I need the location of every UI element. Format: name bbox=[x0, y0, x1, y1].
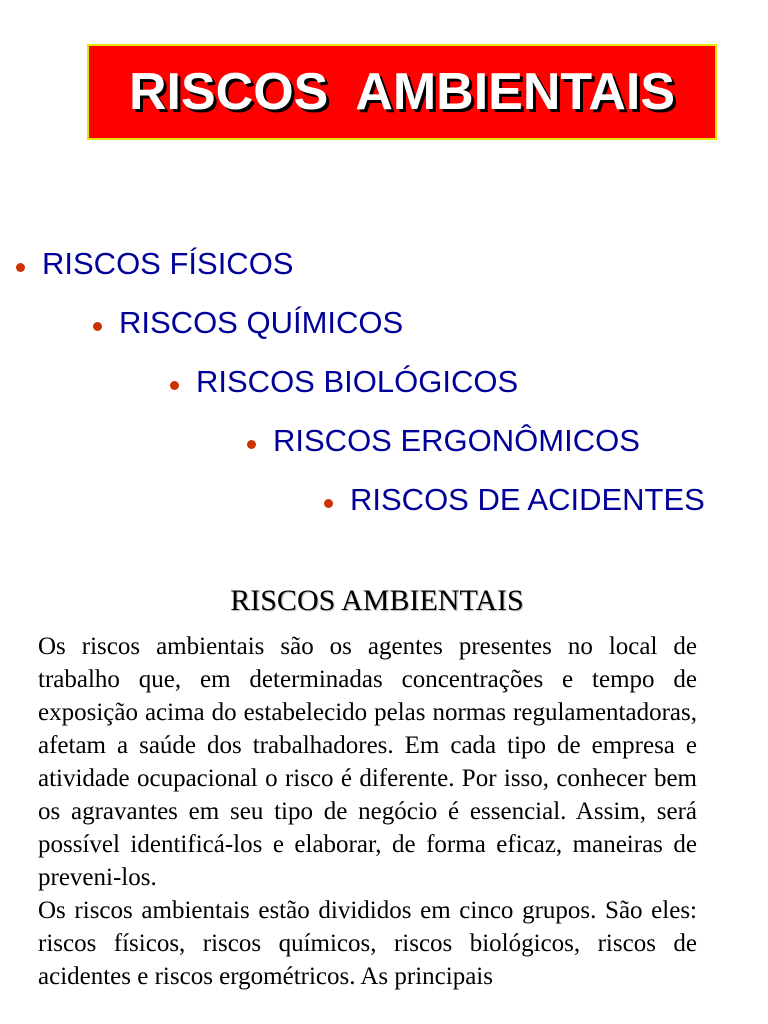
bullet-dot-icon bbox=[324, 499, 333, 508]
bullet-label: RISCOS BIOLÓGICOS bbox=[196, 364, 519, 399]
bullet-item-riscos-quimicos bbox=[93, 305, 403, 341]
title-banner bbox=[87, 44, 717, 140]
bullet-item-riscos-de-acidentes bbox=[324, 482, 705, 518]
bullet-label: RISCOS QUÍMICOS bbox=[119, 305, 404, 340]
bullet-item-riscos-ergonomicos bbox=[247, 423, 640, 459]
bullet-label: RISCOS ERGONÔMICOS bbox=[273, 423, 640, 458]
bullet-dot-icon bbox=[247, 440, 256, 449]
paragraph: Os riscos ambientais são os agentes presentes no local de trabalho que, em determinadas concentrações e tempo de exposição acima do estabelecido pelas normas regulamentadoras, afetam a saúde dos trabalhadores. Em cada tipo de empresa e atividade ocupacional o risco é diferente. Por isso, conhecer bem os agravantes em seu tipo de negócio é essencial. Assim, será possível identificá-los e elaborar, de forma eficaz, maneiras de preveni-los. bbox=[38, 633, 697, 891]
bullet-label: RISCOS DE ACIDENTES bbox=[350, 482, 705, 517]
bullet-dot-icon bbox=[170, 381, 179, 390]
bullet-label: RISCOS FÍSICOS bbox=[42, 246, 294, 281]
body-text bbox=[38, 630, 697, 993]
bullet-item-riscos-biologicos bbox=[170, 364, 518, 400]
bullet-dot-icon bbox=[16, 263, 25, 272]
bullet-dot-icon bbox=[93, 322, 102, 331]
page-title: RISCOS AMBIENTAIS bbox=[128, 63, 676, 121]
paragraph: Os riscos ambientais estão divididos em cinco grupos. São eles: riscos físicos, riscos químicos, riscos biológicos, riscos de acidentes e riscos ergométricos. As principais bbox=[38, 897, 697, 990]
section-heading: RISCOS AMBIENTAIS bbox=[230, 584, 524, 617]
bullet-item-riscos-fisicos bbox=[16, 246, 293, 282]
